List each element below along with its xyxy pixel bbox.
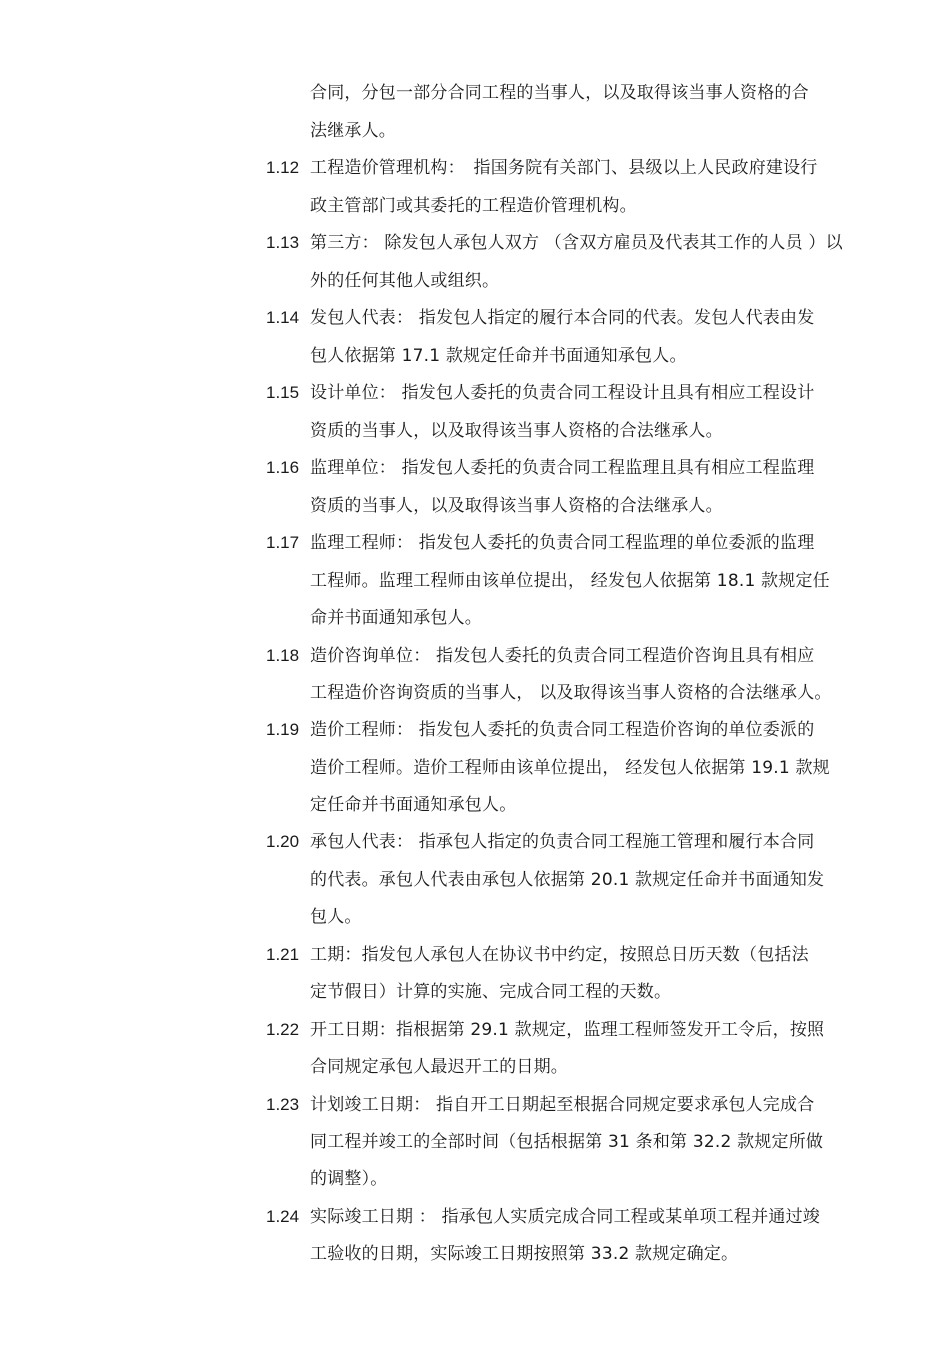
clause-number: 1.12 [266, 158, 300, 177]
clause-number: 1.23 [266, 1095, 300, 1114]
clause-text-line: 命并书面通知承包人。 [310, 608, 482, 628]
clause-number: 1.19 [266, 720, 300, 739]
clause-text-line: 造价工程师： 指发包人委托的负责合同工程造价咨询的单位委派的 [310, 720, 815, 740]
clause-text-line: 资质的当事人，以及取得该当事人资格的合法继承人。 [310, 421, 723, 441]
clause-number: 1.20 [266, 832, 300, 851]
clause-text-line: 定任命并书面通知承包人。 [310, 795, 517, 815]
clause-number: 1.17 [266, 533, 300, 552]
clause-number: 1.14 [266, 308, 300, 327]
clause-text-line: 造价工程师。造价工程师由该单位提出， 经发包人依据第 19.1 款规 [310, 758, 830, 778]
clause-number: 1.21 [266, 945, 300, 964]
clause-text-line: 的调整）。 [310, 1169, 388, 1189]
clause-text-line: 设计单位： 指发包人委托的负责合同工程设计且具有相应工程设计 [310, 383, 815, 403]
clause-text-line: 的代表。承包人代表由承包人依据第 20.1 款规定任命并书面通知发 [310, 870, 825, 890]
clause-text-line: 合同规定承包人最迟开工的日期。 [310, 1057, 568, 1077]
clause-number: 1.18 [266, 646, 300, 665]
clause-text-line: 工期：指发包人承包人在协议书中约定，按照总日历天数（包括法 [310, 945, 809, 965]
clause-text-line: 包人依据第 17.1 款规定任命并书面通知承包人。 [310, 346, 687, 366]
clause-text-line: 开工日期：指根据第 29.1 款规定，监理工程师签发开工令后，按照 [310, 1020, 825, 1040]
clause-text-line: 工验收的日期，实际竣工日期按照第 33.2 款规定确定。 [310, 1244, 739, 1264]
clause-number: 1.15 [266, 383, 300, 402]
clause-text-line: 实际竣工日期 ： 指承包人实质完成合同工程或某单项工程并通过竣 [310, 1207, 821, 1227]
clause-number: 1.13 [266, 233, 300, 252]
clause-text-line: 工程造价咨询资质的当事人， 以及取得该当事人资格的合法继承人。 [310, 683, 832, 703]
clause-text-line: 包人。 [310, 907, 362, 927]
clause-text-line: 外的任何其他人或组织。 [310, 271, 500, 291]
clause-number: 1.22 [266, 1020, 300, 1039]
clause-text-line: 资质的当事人，以及取得该当事人资格的合法继承人。 [310, 496, 723, 516]
clause-text-line: 承包人代表： 指承包人指定的负责合同工程施工管理和履行本合同 [310, 832, 815, 852]
clause-text-line: 造价咨询单位： 指发包人委托的负责合同工程造价咨询且具有相应 [310, 646, 815, 666]
clause-text-line: 工程造价管理机构： 指国务院有关部门、县级以上人民政府建设行 [310, 158, 818, 178]
clause-text-line: 工程师。监理工程师由该单位提出， 经发包人依据第 18.1 款规定任 [310, 571, 830, 591]
intro-line-1: 合同，分包一部分合同工程的当事人，以及取得该当事人资格的合 [310, 83, 809, 103]
clause-text-line: 同工程并竣工的全部时间（包括根据第 31 条和第 32.2 款规定所做 [310, 1132, 824, 1152]
clause-text-line: 政主管部门或其委托的工程造价管理机构。 [310, 196, 637, 216]
intro-line-2: 法继承人。 [310, 121, 396, 141]
clause-text-line: 第三方： 除发包人承包人双方 （含双方雇员及代表其工作的人员 ）以 [310, 233, 843, 253]
clause-number: 1.24 [266, 1207, 300, 1226]
clause-text-line: 定节假日）计算的实施、完成合同工程的天数。 [310, 982, 672, 1002]
clause-text-line: 监理工程师： 指发包人委托的负责合同工程监理的单位委派的监理 [310, 533, 815, 553]
clause-text-line: 发包人代表： 指发包人指定的履行本合同的代表。发包人代表由发 [310, 308, 815, 328]
clause-text-line: 监理单位： 指发包人委托的负责合同工程监理且具有相应工程监理 [310, 458, 815, 478]
clause-number: 1.16 [266, 458, 300, 477]
clause-text-line: 计划竣工日期： 指自开工日期起至根据合同规定要求承包人完成合 [310, 1095, 815, 1115]
